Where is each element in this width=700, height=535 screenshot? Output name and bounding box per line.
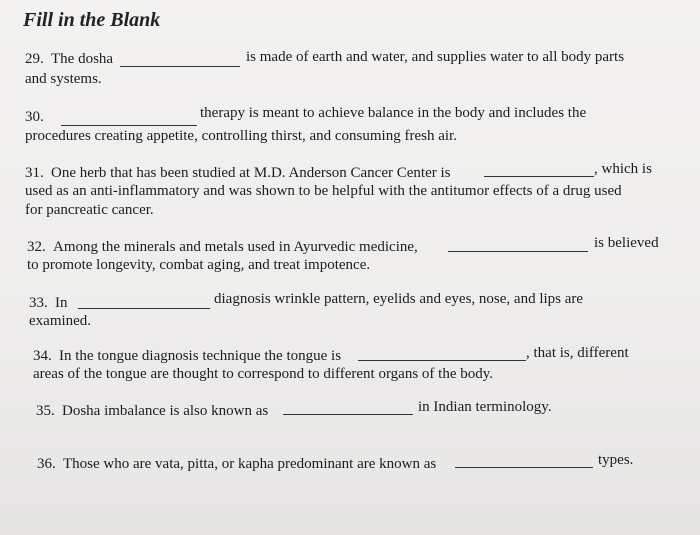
question-text-before: Dosha imbalance is also known as [62, 403, 269, 419]
question-text-continued: and systems. [25, 71, 102, 87]
question-text-before: The dosha [51, 51, 114, 67]
question-text-after: , that is, different [526, 345, 629, 361]
question-number: 29. [25, 51, 44, 67]
question-number: 35. [36, 403, 55, 419]
answer-blank[interactable] [484, 176, 594, 177]
question-number: 36. [37, 456, 56, 472]
question-text-after: therapy is meant to achieve balance in the body and includes the [200, 105, 587, 121]
answer-blank[interactable] [78, 308, 210, 309]
worksheet-title: Fill in the Blank [23, 9, 161, 31]
question-number: 31. [25, 165, 44, 181]
question-text-before: In the tongue diagnosis technique the tongue is [59, 348, 342, 364]
question-text-after: is made of earth and water, and supplies water to all body parts [246, 49, 625, 65]
question-text-continued: examined. [29, 313, 92, 329]
question-text-continued: to promote longevity, combat aging, and treat impotence. [27, 257, 371, 273]
answer-blank[interactable] [283, 414, 413, 415]
question-number: 30. [25, 109, 44, 125]
answer-blank[interactable] [455, 467, 593, 468]
question-text-after: , which is [594, 161, 652, 177]
question-number: 34. [33, 348, 52, 364]
answer-blank[interactable] [120, 66, 240, 67]
question-text-after: is believed [594, 235, 659, 251]
question-text-after: diagnosis wrinkle pattern, eyelids and eyes, nose, and lips are [214, 291, 584, 307]
question-text-before: Among the minerals and metals used in Ayurvedic medicine, [53, 239, 418, 255]
question-number: 33. [29, 295, 48, 311]
question-text-before: Those who are vata, pitta, or kapha predominant are known as [63, 456, 437, 472]
answer-blank[interactable] [358, 360, 526, 361]
answer-blank[interactable] [448, 251, 588, 252]
question-text-continued: for pancreatic cancer. [25, 202, 154, 218]
question-text-after: types. [598, 452, 634, 468]
question-text-after: in Indian terminology. [418, 399, 552, 415]
question-text-continued: procedures creating appetite, controlling thirst, and consuming fresh air. [25, 128, 457, 144]
question-number: 32. [27, 239, 46, 255]
question-text-before: One herb that has been studied at M.D. Anderson Cancer Center is [51, 165, 451, 181]
question-text-before: In [55, 295, 68, 311]
question-text-continued: used as an anti-inflammatory and was shown to be helpful with the antitumor effects of a drug used [25, 183, 622, 199]
question-text-continued: areas of the tongue are thought to correspond to different organs of the body. [33, 366, 494, 382]
answer-blank[interactable] [61, 125, 197, 126]
